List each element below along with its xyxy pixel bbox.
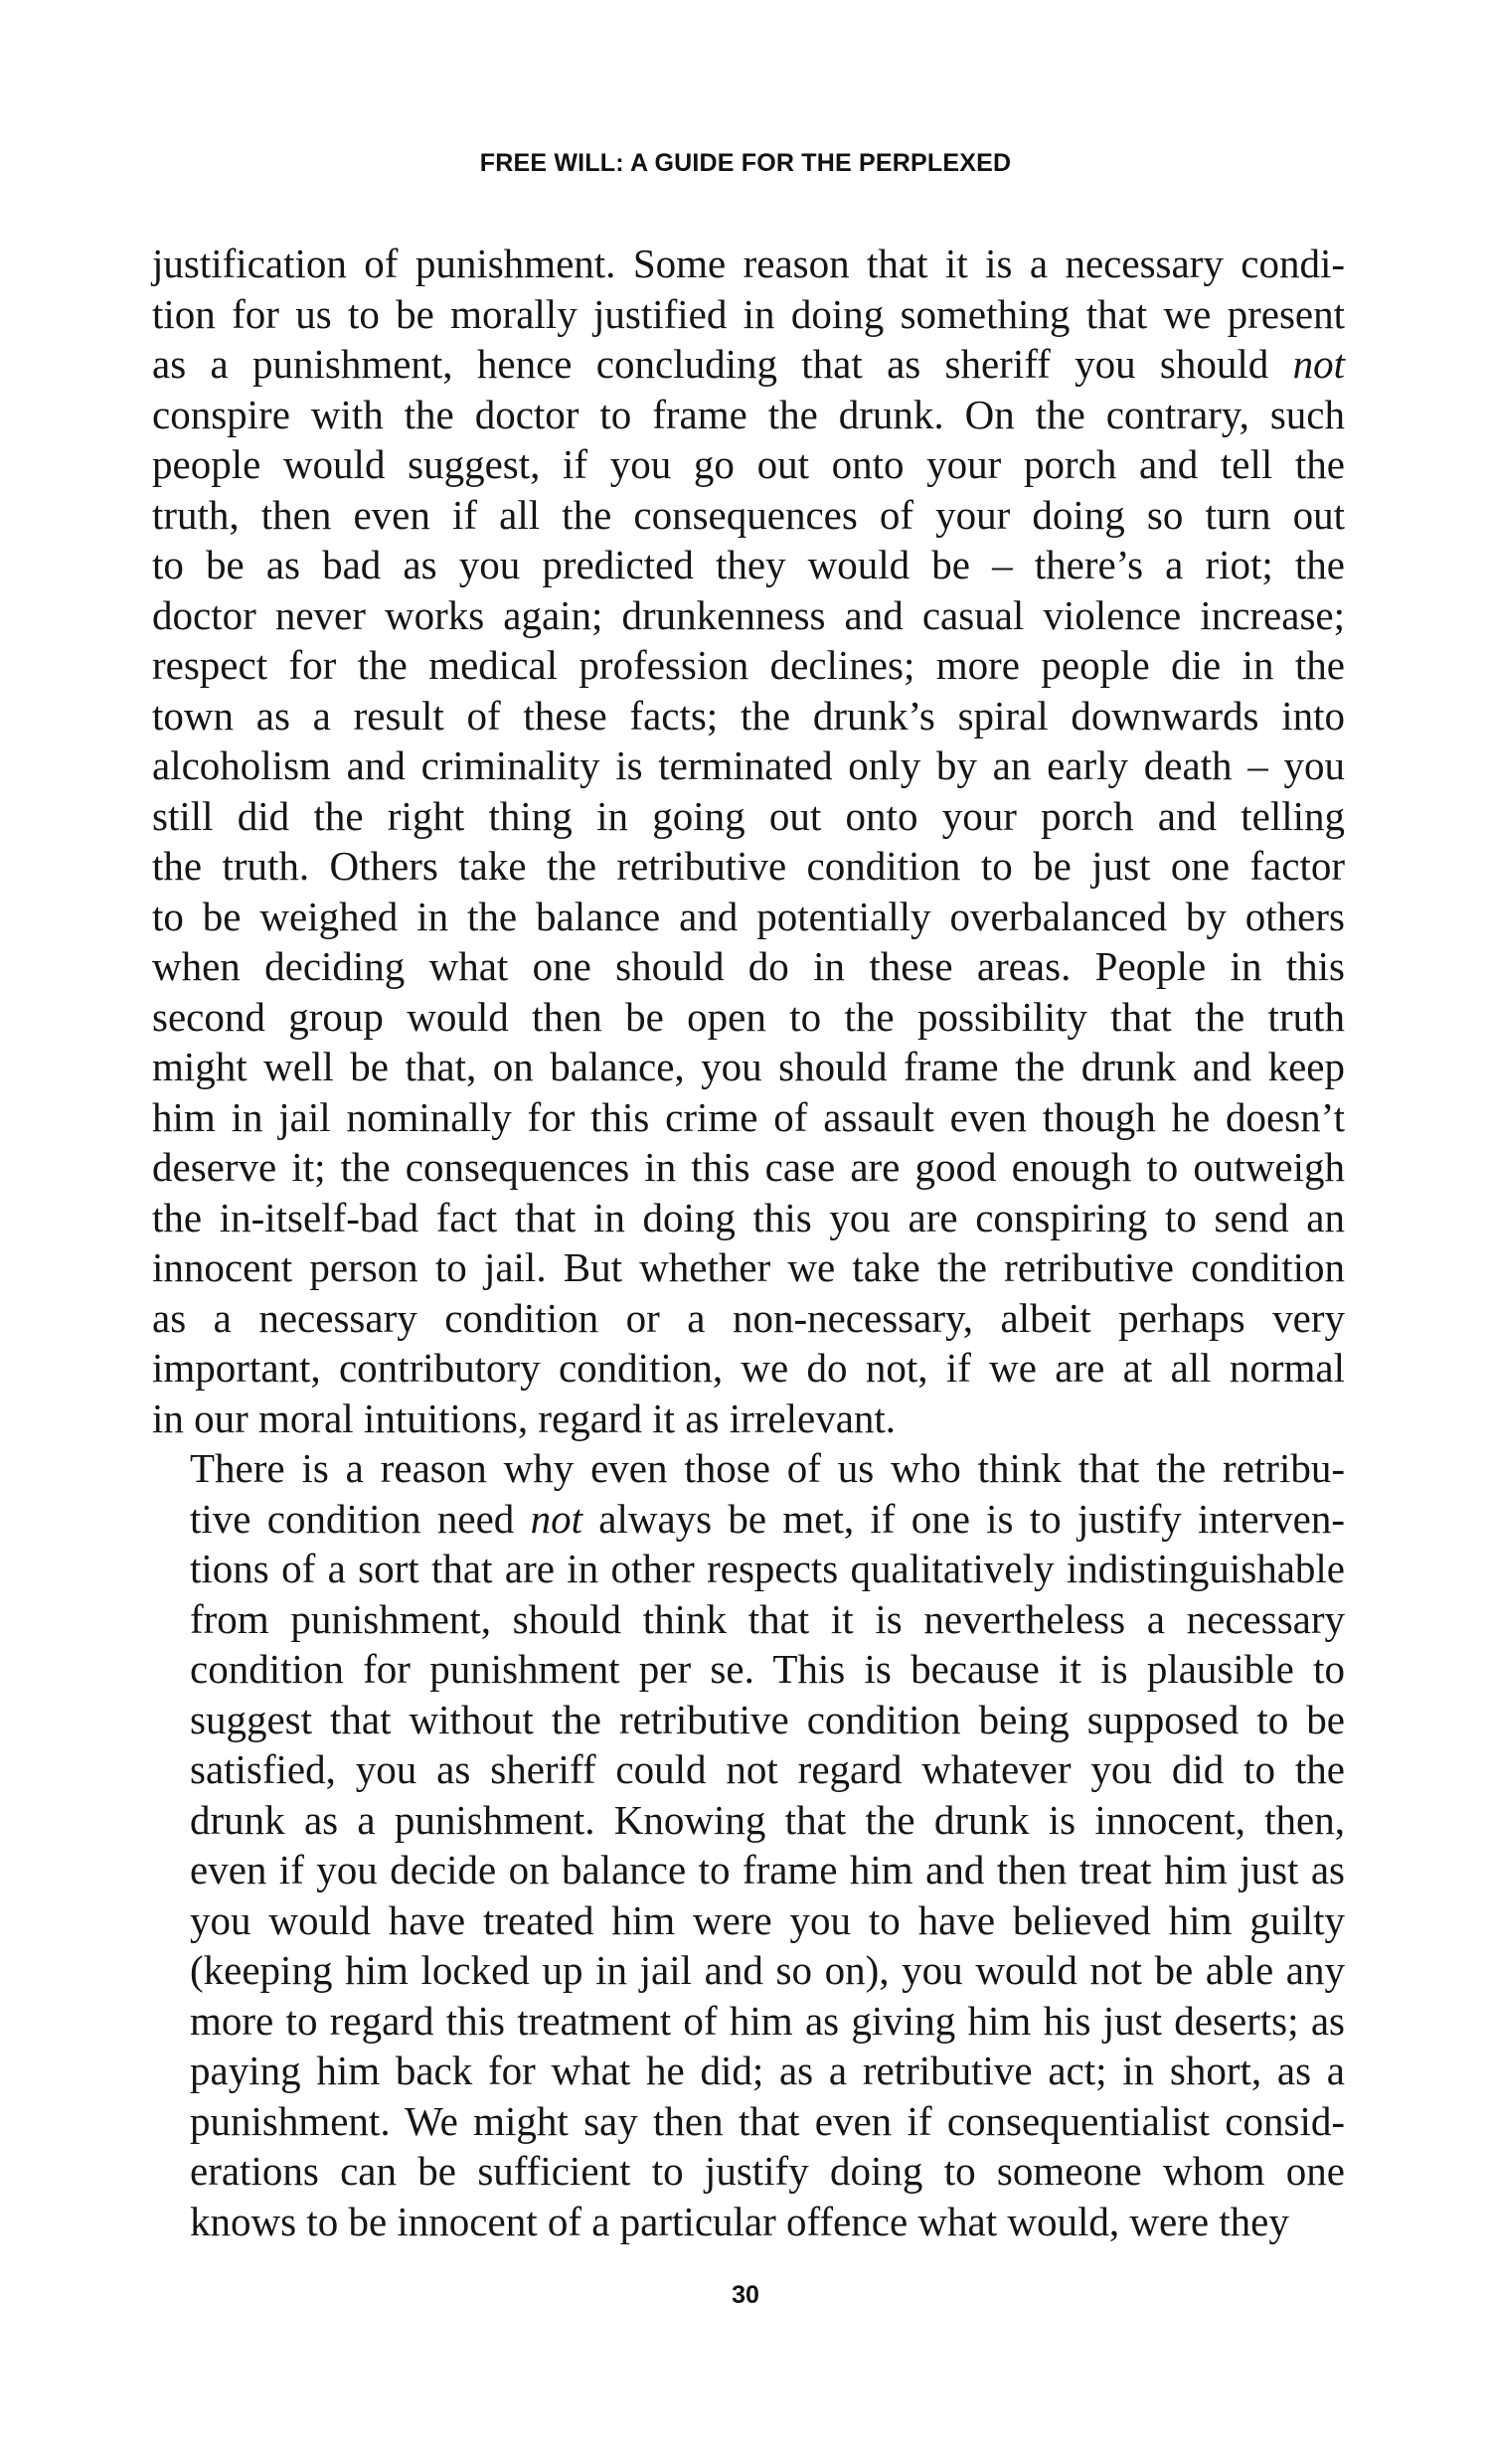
text-line: in our moral intuitions, regard it as irrelevant.: [152, 1395, 897, 1441]
text-line: innocent person to jail. But whether we take the retributive condition: [152, 1244, 1345, 1290]
text-line: as a punishment, hence concluding that as sheriff you should not: [152, 341, 1345, 387]
text-line: tion for us to be morally justified in doing something that we present: [152, 290, 1345, 337]
text-line: more to regard this treatment of him as giving him his just deserts; as: [190, 1997, 1345, 2044]
text-line: alcoholism and criminality is terminated only by an early death – you: [152, 742, 1345, 788]
text-line: the truth. Others take the retributive condition to be just one factor: [152, 843, 1345, 889]
text-line: even if you decide on balance to frame him and then treat him just as: [190, 1847, 1345, 1892]
text-line: truth, then even if all the consequences of your doing so turn out: [152, 491, 1345, 538]
text-line: people would suggest, if you go out onto your porch and tell the: [152, 441, 1345, 487]
text-line: important, contributory condition, we do not, if we are at all normal: [152, 1345, 1345, 1391]
text-line: paying him back for what he did; as a retributive act; in short, as a: [190, 2048, 1345, 2093]
page-number: 30: [732, 2281, 759, 2309]
text-line: suggest that without the retributive condition being supposed to be: [190, 1696, 1345, 1742]
text-line: doctor never works again; drunkenness and casual violence increase;: [152, 591, 1345, 638]
text-line: knows to be innocent of a particular offence what would, were they: [190, 2198, 1289, 2244]
emphasis: not: [530, 1495, 582, 1542]
text-line: him in jail nominally for this crime of assault even though he doesn’t: [152, 1093, 1345, 1140]
paragraph-1: [152, 239, 1345, 1443]
text-line: condition for punishment per se. This is because it is plausible to: [190, 1646, 1345, 1692]
text-line: from punishment, should think that it is nevertheless a necessary: [190, 1595, 1345, 1642]
paragraph-2: [152, 1443, 1345, 2246]
text-line: when deciding what one should do in these areas. People in this: [152, 943, 1345, 989]
text-line: still did the right thing in going out onto your porch and telling: [152, 792, 1345, 839]
text-line: deserve it; the consequences in this case are good enough to outweigh: [152, 1144, 1345, 1190]
text-line: justification of punishment. Some reason that it is a necessary condi-: [152, 241, 1345, 286]
text-line: satisfied, you as sheriff could not regard whatever you did to the: [190, 1746, 1345, 1792]
text-line: respect for the medical profession declines; more people die in the: [152, 642, 1345, 688]
text-line: tive condition need not always be met, if one is to justify interven-: [190, 1495, 1345, 1542]
text-line: might well be that, on balance, you should frame the drunk and keep: [152, 1044, 1345, 1089]
text-line: erations can be sufficient to justify doing to someone whom one: [190, 2148, 1345, 2194]
running-head: FREE WILL: A GUIDE FOR THE PERPLEXED: [479, 149, 1012, 177]
text-line: the in-itself-bad fact that in doing this you are conspiring to send an: [152, 1194, 1345, 1240]
text-line: conspire with the doctor to frame the drunk. On the contrary, such: [152, 391, 1345, 437]
text-line: drunk as a punishment. Knowing that the drunk is innocent, then,: [190, 1796, 1345, 1843]
emphasis: not: [1292, 341, 1345, 387]
text-line: you would have treated him were you to have believed him guilty: [190, 1896, 1345, 1943]
text-line: punishment. We might say then that even if consequentialist consid-: [190, 2097, 1345, 2144]
text-line: to be weighed in the balance and potentially overbalanced by others: [152, 893, 1345, 939]
text-line: There is a reason why even those of us who think that the retribu-: [190, 1445, 1345, 1491]
body-text: [152, 239, 1345, 2246]
text-line: tions of a sort that are in other respects qualitatively indistinguishable: [190, 1546, 1345, 1591]
text-line: second group would then be open to the possibility that the truth: [152, 993, 1345, 1040]
text-line: to be as bad as you predicted they would be – there’s a riot; the: [152, 542, 1345, 587]
text-line: town as a result of these facts; the drunk’s spiral downwards into: [152, 692, 1345, 739]
text-line: (keeping him locked up in jail and so on), you would not be able any: [190, 1947, 1345, 1993]
text-line: as a necessary condition or a non-necessary, albeit perhaps very: [152, 1294, 1345, 1341]
